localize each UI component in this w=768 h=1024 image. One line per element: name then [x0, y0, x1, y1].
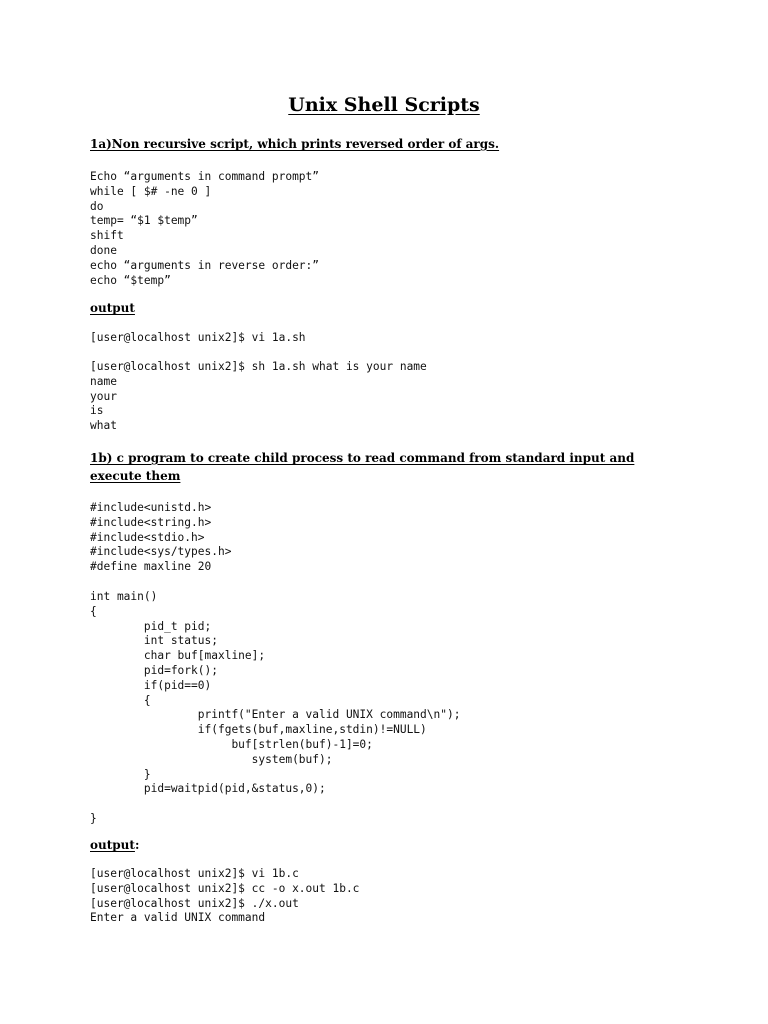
code-line: done	[90, 243, 117, 257]
section-1a-output-label: output	[90, 301, 135, 315]
code-line: #include<stdio.h>	[90, 530, 205, 544]
code-line: if(pid==0)	[90, 678, 212, 692]
code-line: your	[90, 389, 117, 403]
code-line: Enter a valid UNIX command	[90, 911, 266, 925]
code-line: name	[90, 374, 117, 388]
code-line: echo “$temp”	[90, 273, 171, 287]
code-line: temp= “$1 $temp”	[90, 214, 198, 228]
code-line: pid_t pid;	[90, 619, 212, 633]
section-1b-heading: 1b) c program to create child process to read command from standard input and execute them	[90, 451, 635, 483]
code-line: #include<unistd.h>	[90, 501, 212, 514]
code-line: pid=waitpid(pid,&status,0);	[90, 782, 326, 796]
code-line: [user@localhost unix2]$ vi 1a.sh	[90, 331, 306, 344]
code-line: is	[90, 404, 104, 418]
code-line: #define maxline 20	[90, 560, 212, 574]
section-1b-output	[90, 867, 359, 926]
code-line: {	[90, 693, 151, 707]
document-title: Unix Shell Scripts	[288, 94, 480, 116]
code-line: }	[90, 811, 97, 825]
section-1b-includes	[90, 501, 231, 575]
code-line: do	[90, 199, 104, 213]
code-line: char buf[maxline];	[90, 649, 266, 663]
code-line: what	[90, 419, 117, 433]
section-1a-output-run	[90, 360, 427, 434]
code-line: shift	[90, 229, 124, 243]
code-line: Echo “arguments in command prompt”	[90, 170, 320, 183]
code-line: #include<string.h>	[90, 515, 212, 529]
code-line: if(fgets(buf,maxline,stdin)!=NULL)	[90, 723, 427, 737]
code-line: echo “arguments in reverse order:”	[90, 258, 320, 272]
section-1a-script	[90, 170, 319, 288]
code-line: system(buf);	[90, 752, 333, 766]
code-line: [user@localhost unix2]$ vi 1b.c	[90, 867, 299, 880]
code-line: {	[90, 604, 97, 618]
code-line: buf[strlen(buf)-1]=0;	[90, 737, 373, 751]
code-line: int status;	[90, 634, 218, 648]
section-1b-output-label: output:	[90, 838, 140, 852]
code-line: }	[90, 767, 151, 781]
code-line: #include<sys/types.h>	[90, 545, 232, 559]
code-line: [user@localhost unix2]$ sh 1a.sh what is your name	[90, 360, 427, 373]
code-line: while [ $# -ne 0 ]	[90, 184, 212, 198]
section-1a-heading: 1a)Non recursive script, which prints reversed order of args.	[90, 137, 500, 151]
code-line	[90, 797, 460, 812]
code-line: [user@localhost unix2]$ cc -o x.out 1b.c	[90, 881, 360, 895]
code-line: [user@localhost unix2]$ ./x.out	[90, 896, 299, 910]
section-1a-output-command	[90, 331, 306, 346]
code-line: int main()	[90, 590, 158, 603]
section-1b-main-code	[90, 590, 460, 827]
code-line: printf("Enter a valid UNIX command\n");	[90, 708, 461, 722]
code-line: pid=fork();	[90, 663, 218, 677]
